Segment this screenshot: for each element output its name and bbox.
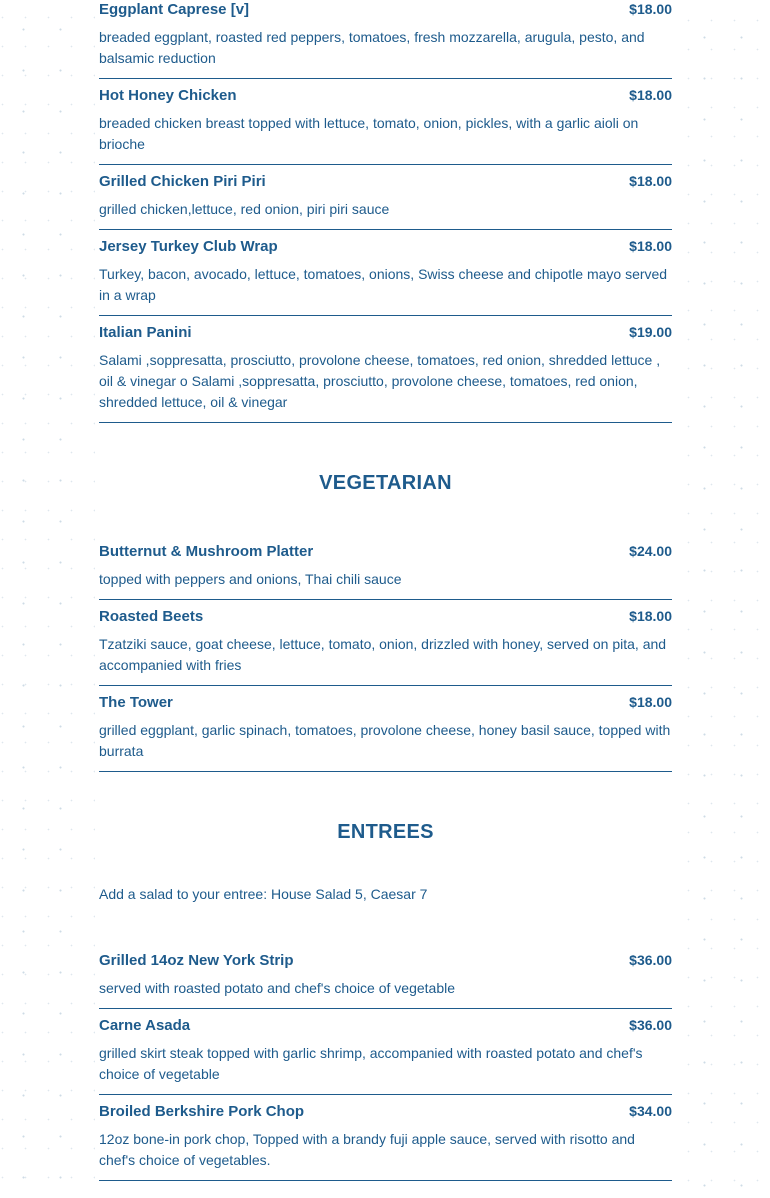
menu-item — [99, 79, 672, 165]
item-name: Jersey Turkey Club Wrap — [99, 238, 278, 255]
background-texture-right — [675, 0, 770, 1198]
menu-item — [99, 316, 672, 423]
item-name: Roasted Beets — [99, 608, 204, 625]
item-name: Grilled Chicken Piri Piri — [99, 173, 266, 190]
menu-item — [99, 1095, 672, 1181]
menu-item — [99, 230, 672, 316]
menu-item — [99, 535, 672, 600]
item-name: Eggplant Caprese [v] — [99, 1, 250, 18]
item-description: Salami ,soppresatta, prosciutto, provolone cheese, tomatoes, red onion, shredded lettuce , oil & vinegar o Salami ,soppresatta, prosciutto, provolone cheese, tomatoes, red onion, shredded lettuce, oil & vinegar — [99, 352, 661, 410]
item-name: Hot Honey Chicken — [99, 87, 237, 104]
section-title-vegetarian: VEGETARIAN — [319, 472, 452, 494]
item-price: $24.00 — [629, 543, 672, 559]
item-price: $36.00 — [629, 1017, 672, 1033]
menu-item — [99, 686, 672, 772]
item-price: $18.00 — [629, 173, 672, 189]
item-name: The Tower — [99, 694, 173, 711]
background-texture-left — [0, 0, 95, 1198]
item-price: $18.00 — [629, 238, 672, 254]
item-description: grilled chicken,lettuce, red onion, piri piri sauce — [99, 201, 390, 217]
item-price: $34.00 — [629, 1103, 672, 1119]
salad-add-on-note: Add a salad to your entree: House Salad 5, Caesar 7 — [99, 886, 428, 902]
item-description: breaded eggplant, roasted red peppers, tomatoes, fresh mozzarella, arugula, pesto, and balsamic reduction — [99, 29, 645, 66]
item-description: served with roasted potato and chef's choice of vegetable — [99, 980, 456, 996]
section-title-entrees: ENTREES — [337, 821, 434, 843]
item-description: 12oz bone-in pork chop, Topped with a brandy fuji apple sauce, served with risotto and chef's choice of vegetables. — [99, 1131, 635, 1168]
menu-item — [99, 600, 672, 686]
item-price: $19.00 — [629, 324, 672, 340]
item-price: $36.00 — [629, 952, 672, 968]
item-description: Turkey, bacon, avocado, lettuce, tomatoes, onions, Swiss cheese and chipotle mayo served in a wrap — [99, 266, 668, 303]
menu-item — [99, 0, 672, 79]
item-name: Butternut & Mushroom Platter — [99, 543, 314, 560]
menu-item — [99, 165, 672, 230]
item-description: grilled skirt steak topped with garlic shrimp, accompanied with roasted potato and chef's choice of vegetable — [99, 1045, 643, 1082]
item-price: $18.00 — [629, 608, 672, 624]
menu-item — [99, 944, 672, 1009]
item-price: $18.00 — [629, 87, 672, 103]
item-description: breaded chicken breast topped with lettuce, tomato, onion, pickles, with a garlic aioli on brioche — [99, 115, 639, 152]
item-name: Italian Panini — [99, 324, 192, 341]
item-description: Tzatziki sauce, goat cheese, lettuce, tomato, onion, drizzled with honey, served on pita, and accompanied with fries — [99, 636, 667, 673]
item-price: $18.00 — [629, 694, 672, 710]
item-name: Grilled 14oz New York Strip — [99, 952, 294, 969]
menu-item — [99, 1009, 672, 1095]
item-name: Carne Asada — [99, 1017, 191, 1034]
item-description: topped with peppers and onions, Thai chili sauce — [99, 571, 402, 587]
item-name: Broiled Berkshire Pork Chop — [99, 1103, 305, 1120]
item-description: grilled eggplant, garlic spinach, tomatoes, provolone cheese, honey basil sauce, topped with burrata — [99, 722, 671, 759]
menu — [99, 0, 672, 1181]
item-price: $18.00 — [629, 1, 672, 17]
